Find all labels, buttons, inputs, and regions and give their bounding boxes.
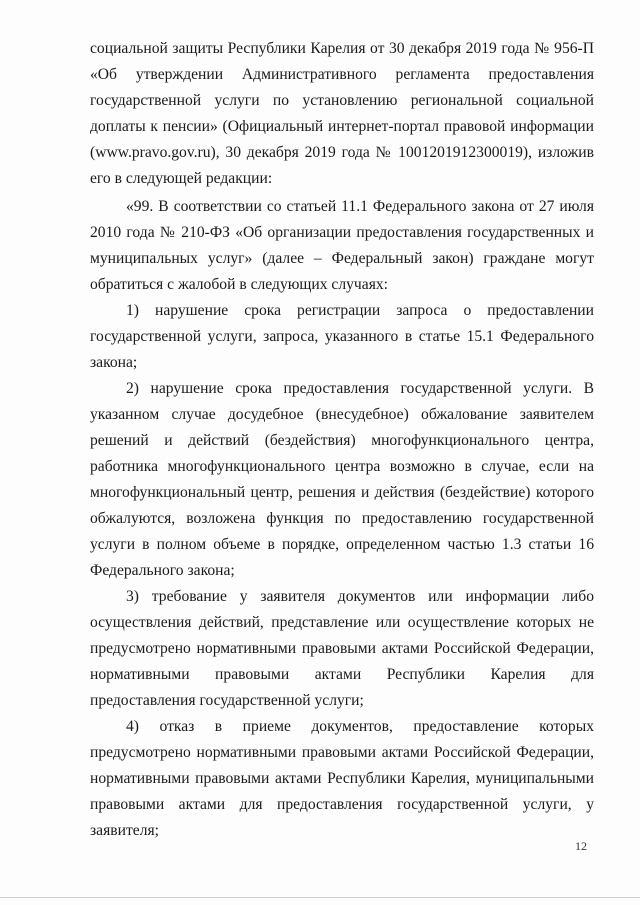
paragraph-99: «99. В соответствии со статьей 11.1 Федерального закона от 27 июля 2010 года № 210-ФЗ «Об организации предоставления государственных и муниципальных услуг» (далее – Федеральный закон) граждане могут обратиться с жалобой в следующих случаях: (90, 198, 594, 293)
paragraph-intro: социальной защиты Республики Карелия от 30 декабря 2019 года № 956-П «Об утверждении Административного регламента предоставления государственной услуги по установлению региональной социальной доплаты к пенсии» (Официальный интернет-портал правовой информации (www.pravo.gov.ru), 30 декабря 2019 года № 1001201912300019), изложив его в следующей редакции: (90, 40, 594, 187)
document-body (90, 36, 594, 844)
paragraph-item-2: 2) нарушение срока предоставления государственной услуги. В указанном случае досудебное (внесудебное) обжалование заявителем решений и действий (бездействия) многофункционального центра, работника многофункционального центра возможно в случае, если на многофункциональный центр, решения и действия (бездействие) которого обжалуются, возложена функция по предоставлению государственной услуги в полном объеме в порядке, определенном частью 1.3 статьи 16 Федерального закона; (90, 380, 594, 579)
paragraph-item-3: 3) требование у заявителя документов или информации либо осуществления действий, представление или осуществление которых не предусмотрено нормативными правовыми актами Российской Федерации, нормативными правовыми актами Республики Карелия для предоставления государственной услуги; (90, 588, 594, 709)
paragraph-item-1: 1) нарушение срока регистрации запроса о предоставлении государственной услуги, запроса, указанного в статье 15.1 Федерального закона; (90, 302, 594, 371)
paragraph-item-4: 4) отказ в приеме документов, предоставление которых предусмотрено нормативными правовыми актами Российской Федерации, нормативными правовыми актами Республики Карелия, муниципальными правовыми актами для предоставления государственной услуги, у заявителя; (90, 718, 594, 839)
scan-edge-line (0, 897, 640, 898)
page-number: 12 (575, 839, 587, 853)
